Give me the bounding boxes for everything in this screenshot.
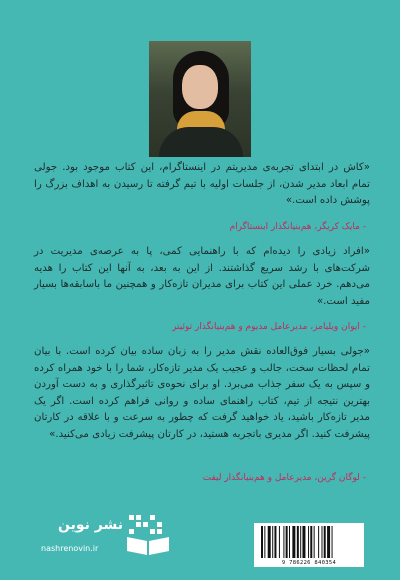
quote-author: - مایک کریگر، هم‌بنیانگذار اینستاگرام (229, 222, 366, 232)
quote-author: - لوگان گرین، مدیرعامل و هم‌بنیانگذار لیفت (202, 473, 366, 483)
quote-author: - ایوان ویلیامز، مدیرعامل مدیوم و هم‌بنیانگذار توئیتر (172, 322, 366, 332)
barcode-number: 9 786226 840354 (281, 560, 337, 566)
barcode-bars (261, 526, 357, 558)
quote-text: «افراد زیادی را دیده‌ام که با راهنمایی کمی، پا به عرصه‌ی مدیریت در شرکت‌های با رشد سریع گذاشتند. از این به بعد، به آنها این کتاب را هدیه می‌دهم. خرد عملی این کتاب برای مدیران تازه‌کار و همچنین ما باسابقه‌ها بسیار مفید است.» (34, 246, 370, 307)
publisher-name: نشر نوین (58, 517, 123, 533)
book-icon (125, 513, 171, 557)
publisher-url: nashrenovin.ir (41, 544, 99, 553)
barcode (254, 523, 364, 567)
author-photo (149, 41, 251, 157)
publisher-logo (41, 513, 171, 565)
quote-text: «کاش در ابتدای تجربه‌ی مدیریتم در اینستاگرام، این کتاب موجود بود. جولی تمام ابعاد مدیر شدن، از جلسات اولیه با تیم گرفته تا رسیدن به اهداف بزرگ را پوشش داده است.» (34, 162, 370, 206)
quote-text: «جولی بسیار فوق‌العاده نقش مدیر را به زبان ساده بیان کرده است. با بیان تمام لحظات سخت، جالب و عجیب یک مدیر تازه‌کار، شما را با خود همراه کرده و سپس به یک سفر جذاب می‌برد. او برای نحوه‌ی تاثیرگذاری و به دست آوردن بهترین نتیجه از تیم، کتاب راهنمای ساده و روانی فراهم کرده است. اگر یک مدیر تازه‌کار باشید، یاد خواهید گرفت که چطور به سرعت و با علاقه در کارتان پیشرفت کنید. اگر مدیری باتجربه هستید، در کارتان پیشرفت زیادی می‌کنید.» (34, 346, 370, 440)
